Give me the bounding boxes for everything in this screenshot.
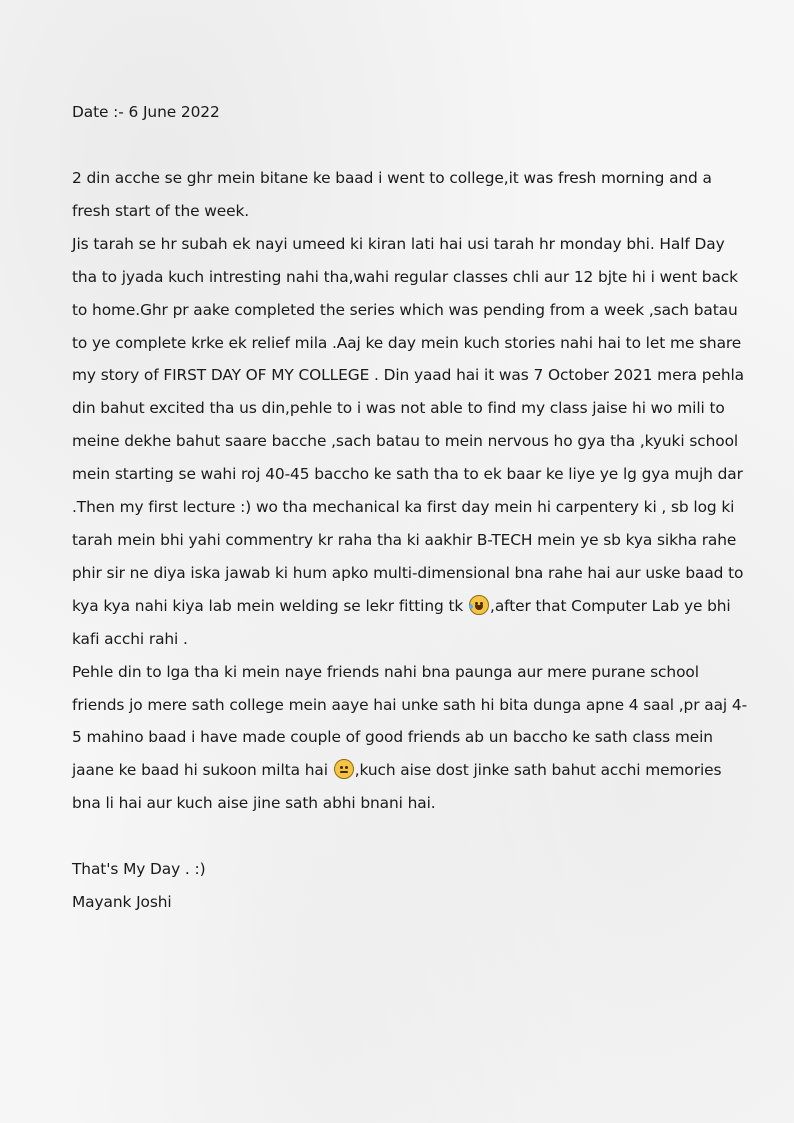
paragraph-main [72, 228, 752, 656]
paragraph-friends-tail: ,kuch aise dost jinke sath bahut acchi memories bna li hai aur kuch aise jine sath abhi bnani hai. [72, 761, 722, 813]
date-line: Date :- 6 June 2022 [72, 103, 220, 121]
paragraph-friends-text: Pehle din to lga tha ki mein naye friends nahi bna paunga aur mere purane school friends jo mere sath college mein aaye hai unke sath hi bita dunga apne 4 saal ,pr aaj 4-5 mahino baad i have made couple of good friends ab un baccho ke sath class mein jaane ke baad hi sukoon milta hai [72, 662, 748, 780]
closing-line: That's My Day . :) [72, 860, 206, 879]
paragraph-main-text: Jis tarah se hr subah ek nayi umeed ki kiran lati hai usi tarah hr monday bhi. Half Day tha to jyada kuch intresting nahi tha,wahi regular classes chli aur 12 bjte hi i went back to home.Ghr pr aake completed the series which was pending from a week ,sach batau to ye complete krke ek relief mila .Aaj ke day mein kuch stories nahi hai to let me share my story of FIRST DAY OF MY COLLEGE . Din yaad hai it was 7 October 2021 mera pehla din bahut excited tha us din,pehle to i was not able to find my class jaise hi wo mili to meine dekhe bahut saare bacche ,sach batau to mein nervous ho gya tha ,kyuki school mein starting se wahi roj 40-45 baccho ke sath tha to ek baar ke liye ye lg gya mujh dar .Then my first lecture :) wo tha mechanical ka first day mein hi carpentery ki , sb log ki tarah mein bhi yahi commentry kr raha tha ki aakhir B-TECH mein ye sb kya sikha rahe phir sir ne diya iska jawab ki hum apko multi-dimensional bna rahe hai aur uske baad to kya kya nahi kiya lab mein welding se lekr fitting tk [72, 234, 744, 615]
diary-page [72, 96, 752, 919]
paragraph-main-tail: ,after that Computer Lab ye bhi kafi acchi rahi . [72, 596, 731, 648]
spacer [72, 820, 752, 853]
author-name: Mayank Joshi [72, 893, 172, 912]
paragraph-friends [72, 656, 752, 821]
neutral-face-icon [334, 759, 354, 779]
laughing-with-tears-icon [469, 595, 489, 615]
paragraph-intro: 2 din acche se ghr mein bitane ke baad i went to college,it was fresh morning and a fresh start of the week. [72, 169, 712, 220]
